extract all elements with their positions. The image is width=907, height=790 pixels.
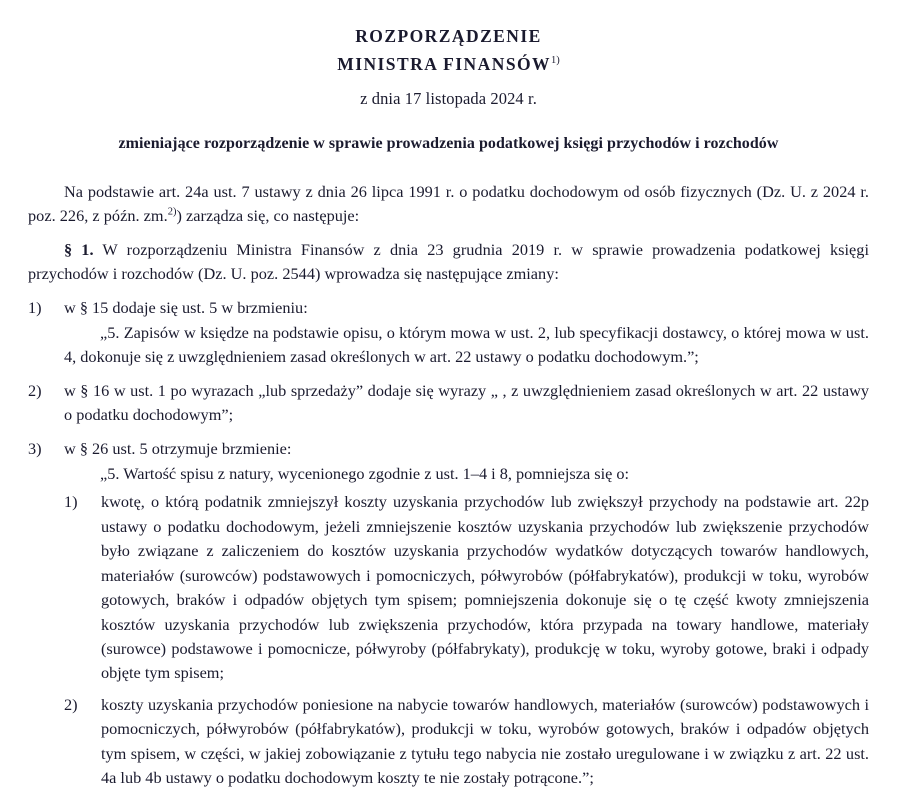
title-footnote-marker: 1) [551,55,560,67]
amendment-marker-1: 1) [28,297,42,317]
amendment-3-subitem-marker-2: 2) [64,694,78,714]
amendment-marker-2: 2) [28,380,42,400]
amendment-item-3 [28,437,869,790]
preamble-paragraph [28,180,869,229]
amendment-item-1 [28,296,869,370]
amendment-lead-2: w § 16 w ust. 1 po wyrazach „lub sprzedaży” dodaje się wyrazy „ , z uwzględnieniem zasad określonych w art. 22 ustawy o podatku dochodowym”; [64,380,869,425]
preamble-text-after: ) zarządza się, co następuje: [176,206,360,226]
document-content [28,0,869,790]
amendment-3-subitem-text-1: kwotę, o którą podatnik zmniejszył koszty uzyskania przychodów lub zwiększył przychody na podstawie art. 22p ustawy o podatku dochodowym, jeżeli zmniejszenie kosztów uzyskania przychodów lub zwiększenie przychodów było związane z zaliczeniem do kosztów uzyskania przychodów wydatków dotyczących towarów handlowych, materiałów (surowców) podstawowych i pomocniczych, półwyrobów (półfabrykatów), produkcji w toku, wyrobów gotowych, braków i odpadów objętych tym spisem; pomniejszenia dokonuje się o tę część kwoty zmniejszenia kosztów uzyskania przychodów lub zwiększenia przychodów, która przypada na towary handlowe, materiały (surowce) podstawowe i pomocnicze, półwyroby (półfabrykaty), produkcję w toku, wyroby gotowe, braki i odpady objęte tym spisem; [101,492,869,683]
amendment-quote-1: „5. Zapisów w księdze na podstawie opisu, o którym mowa w ust. 2, lub specyfikacji dostawcy, o której mowa w ust. 4, dokonuje się z uwzględnieniem zasad określonych w art. 22 ustawy o podatku dochodowym.”; [64,323,869,367]
amendment-marker-3: 3) [28,438,42,458]
amendments-list [28,296,869,790]
amendment-lead-1: w § 15 dodaje się ust. 5 w brzmieniu: [64,297,308,317]
document-title-text-2: MINISTRA FINANSÓW [337,54,552,74]
amendment-3-subitems [64,490,869,790]
section-1-number: § 1. [64,239,94,259]
amendment-3-subitem-2 [64,693,869,790]
amendment-item-2 [28,379,869,428]
amendment-lead-3: w § 26 ust. 5 otrzymuje brzmienie: [64,438,292,458]
amendment-3-subitem-text-2: koszty uzyskania przychodów poniesione na nabycie towarów handlowych, materiałów (surowców) podstawowych i pomocniczych, półwyrobów (półfabrykatów), produkcji w toku, wyrobów gotowych, braków i odpadów objętych tym spisem, w części, w jakiej zobowiązanie z tytułu tego nabycia nie zostało uregulowane i w związku z art. 22 ust. 4a lub 4b ustawy o podatku dochodowym koszty te nie zostały potrącone.”; [101,694,869,787]
preamble-text-before: Na podstawie art. 24a ust. 7 ustawy z dnia 26 lipca 1991 r. o podatku dochodowym od osób fizycznych (Dz. U. z 2024 r. poz. 226, z późn. zm. [28,182,869,226]
document-title-text-1: ROZPORZĄDZENIE [355,26,542,46]
amendment-3-subitem-1 [64,490,869,685]
amendment-3-subitem-marker-1: 1) [64,492,78,512]
document-subtitle: zmieniające rozporządzenie w sprawie prowadzenia podatkowej księgi przychodów i rozchodów [118,135,779,152]
section-1-paragraph [28,238,869,287]
preamble-footnote-marker: 2) [167,206,177,218]
section-1-text: W rozporządzeniu Ministra Finansów z dnia 23 grudnia 2019 r. w sprawie prowadzenia podatkowej księgi przychodów i rozchodów (Dz. U. poz. 2544) wprowadza się następujące zmiany: [28,239,869,284]
document-title-line-1 [28,22,869,50]
document-title-line-2 [28,50,869,78]
document-date: z dnia 17 listopada 2024 r. [360,89,537,108]
document-header [28,0,869,156]
amendment-quote-3: „5. Wartość spisu z natury, wycenionego zgodnie z ust. 1–4 i 8, pomniejsza się o: [100,464,630,484]
